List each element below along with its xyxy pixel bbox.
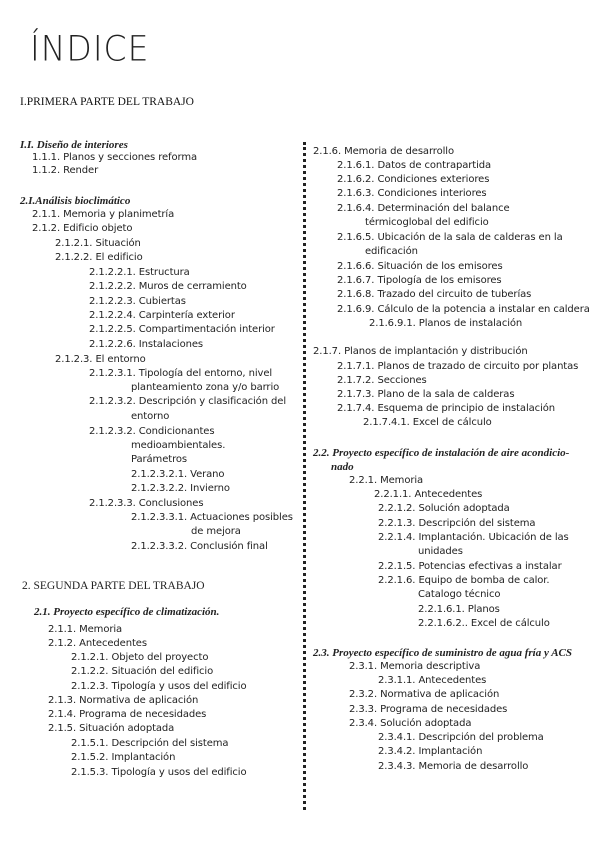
toc-entry: 2.1.2.2. Situación del edificio <box>71 666 214 677</box>
toc-entry: 2.1.5. Situación adoptada <box>48 723 175 734</box>
toc-section-heading: 2.1. Proyecto específico de climatización. <box>34 606 220 618</box>
toc-entry: 2.1.2.2.5. Compartimentación interior <box>89 324 275 335</box>
toc-section-heading: I.I. Diseño de interiores <box>20 139 128 151</box>
toc-entry: 2.1.4. Programa de necesidades <box>48 709 207 720</box>
toc-entry: 2.1.6.9.1. Planos de instalación <box>369 318 523 329</box>
toc-entry: 1.1.2. Render <box>32 165 99 176</box>
toc-entry: 2.1.2. Edificio objeto <box>32 223 133 234</box>
toc-entry: 1.1.1. Planos y secciones reforma <box>32 152 198 163</box>
toc-entry: 2.3.2. Normativa de aplicación <box>349 689 500 700</box>
toc-section-heading: 2.I.Análisis bioclimático <box>20 195 131 207</box>
toc-entry: 2.1.2.3. El entorno <box>55 354 146 365</box>
toc-entry: 2.1.2.2.1. Estructura <box>89 267 190 278</box>
toc-entry: Catalogo técnico <box>418 589 501 600</box>
toc-entry: 2.3.4.2. Implantación <box>378 746 483 757</box>
toc-entry: 2.1.6.1. Datos de contrapartida <box>337 160 492 171</box>
toc-entry: 2.2.1.6.2.. Excel de cálculo <box>418 618 550 629</box>
toc-entry: 2.3.4. Solución adoptada <box>349 718 472 729</box>
toc-entry: 2.1.2.2.6. Instalaciones <box>89 339 204 350</box>
toc-entry: 2.1.2.2.2. Muros de cerramiento <box>89 281 247 292</box>
toc-entry: 2.1.7.3. Plano de la sala de calderas <box>337 389 515 400</box>
toc-entry: 2.3.4.3. Memoria de desarrollo <box>378 761 529 772</box>
toc-entry: 2.1.2. Antecedentes <box>48 638 147 649</box>
toc-entry: 2.2.1.4. Implantación. Ubicación de las <box>378 532 569 543</box>
toc-entry: 2.2.1.6. Equipo de bomba de calor. <box>378 575 550 586</box>
toc-entry: 2.1.2.2. El edificio <box>55 252 143 263</box>
toc-entry: 2.1.2.1. Situación <box>55 238 141 249</box>
toc-entry: 2.1.1. Memoria <box>48 624 123 635</box>
toc-entry: 2.1.2.3.3.1. Actuaciones posibles <box>131 512 293 523</box>
toc-entry: 2.3.3. Programa de necesidades <box>349 704 508 715</box>
toc-entry: 2.3.1.1. Antecedentes <box>378 675 487 686</box>
toc-entry: medioambientales. <box>131 440 226 451</box>
toc-entry: 2.1.2.2.4. Carpintería exterior <box>89 310 235 321</box>
toc-entry: 2.1.7.2. Secciones <box>337 375 427 386</box>
toc-entry: 2.2.1.2. Solución adoptada <box>378 503 510 514</box>
toc-entry: unidades <box>418 546 463 557</box>
toc-section-heading: 2.3. Proyecto específico de suministro de agua fría y ACS <box>313 647 572 659</box>
toc-entry: térmicoglobal del edificio <box>365 217 489 228</box>
toc-entry: 2.1.6.7. Tipología de los emisores <box>337 275 502 286</box>
toc-entry: 2.1.5.1. Descripción del sistema <box>71 738 229 749</box>
toc-entry: entorno <box>131 411 170 422</box>
toc-entry: de mejora <box>191 526 241 537</box>
toc-entry: 2.1.6.3. Condiciones interiores <box>337 188 487 199</box>
toc-entry: 2.1.6.2. Condiciones exteriores <box>337 174 490 185</box>
toc-entry: planteamiento zona y/o barrio <box>131 382 280 393</box>
toc-entry: 2.2.1.5. Potencias efectivas a instalar <box>378 561 562 572</box>
toc-section-heading: 2. SEGUNDA PARTE DEL TRABAJO <box>22 580 205 592</box>
toc-entry: 2.1.7. Planos de implantación y distribución <box>313 346 528 357</box>
toc-entry: 2.1.5.2. Implantación <box>71 752 176 763</box>
toc-entry: 2.2.1.3. Descripción del sistema <box>378 518 536 529</box>
toc-entry: 2.1.2.3. Tipología y usos del edificio <box>71 681 247 692</box>
toc-entry: 2.1.6.5. Ubicación de la sala de calderas en la <box>337 232 563 243</box>
toc-entry: 2.1.7.1. Planos de trazado de circuito por plantas <box>337 361 579 372</box>
toc-entry: 2.1.6.9. Cálculo de la potencia a instalar en caldera <box>337 304 590 315</box>
toc-entry: 2.2.1.1. Antecedentes <box>374 489 483 500</box>
column-divider <box>303 142 306 810</box>
toc-entry: 2.1.3. Normativa de aplicación <box>48 695 199 706</box>
toc-entry: 2.1.7.4.1. Excel de cálculo <box>363 417 492 428</box>
toc-entry: 2.1.6.8. Trazado del circuito de tuberías <box>337 289 532 300</box>
toc-entry: 2.1.6.4. Determinación del balance <box>337 203 510 214</box>
toc-entry: 2.3.1. Memoria descriptiva <box>349 661 481 672</box>
toc-entry: edificación <box>365 246 418 257</box>
toc-entry: 2.1.2.3.2.2. Invierno <box>131 483 230 494</box>
page-title: ÍNDICE <box>30 28 150 69</box>
toc-section-heading: nado <box>331 461 354 473</box>
toc-entry: 2.2.1.6.1. Planos <box>418 604 500 615</box>
toc-section-heading: 2.2. Proyecto específico de instalación de aire acondicio- <box>313 447 570 459</box>
toc-entry: 2.1.7.4. Esquema de principio de instalación <box>337 403 556 414</box>
toc-entry: 2.1.6. Memoria de desarrollo <box>313 146 454 157</box>
toc-entry: Parámetros <box>131 454 187 465</box>
toc-entry: 2.1.2.2.3. Cubiertas <box>89 296 186 307</box>
toc-entry: 2.1.1. Memoria y planimetría <box>32 209 175 220</box>
part-one-heading: I.PRIMERA PARTE DEL TRABAJO <box>20 96 194 108</box>
toc-entry: 2.1.2.3.2.1. Verano <box>131 469 225 480</box>
toc-entry: 2.1.2.1. Objeto del proyecto <box>71 652 209 663</box>
toc-entry: 2.1.2.3.3.2. Conclusión final <box>131 541 268 552</box>
toc-entry: 2.3.4.1. Descripción del problema <box>378 732 544 743</box>
toc-entry: 2.1.2.3.2. Condicionantes <box>89 426 215 437</box>
toc-entry: 2.1.2.3.2. Descripción y clasificación del <box>89 396 286 407</box>
toc-entry: 2.2.1. Memoria <box>349 475 424 486</box>
toc-entry: 2.1.5.3. Tipología y usos del edificio <box>71 767 247 778</box>
toc-entry: 2.1.2.3.1. Tipología del entorno, nivel <box>89 368 273 379</box>
toc-entry: 2.1.6.6. Situación de los emisores <box>337 261 503 272</box>
toc-entry: 2.1.2.3.3. Conclusiones <box>89 498 204 509</box>
